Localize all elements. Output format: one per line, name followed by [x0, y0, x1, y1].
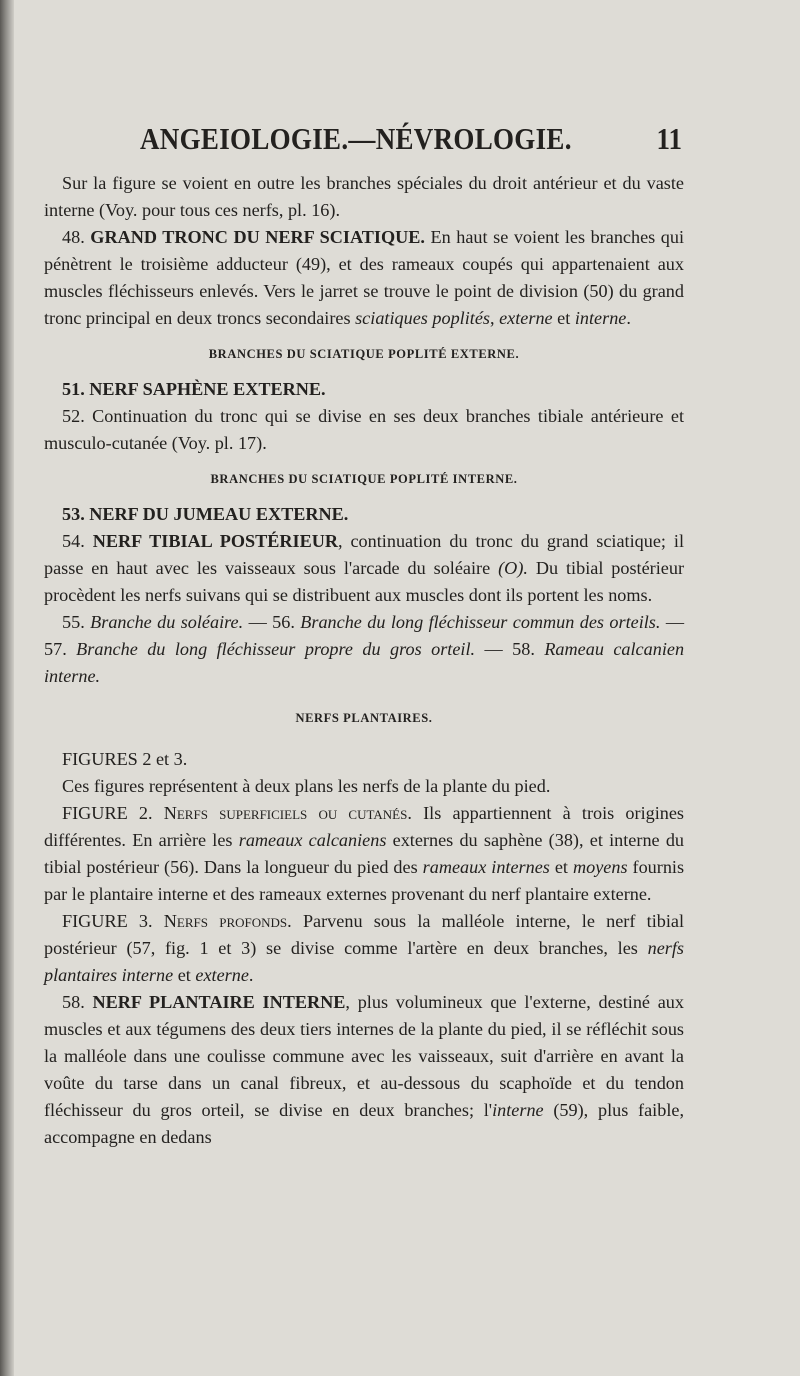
page-header — [44, 118, 684, 170]
item-number: 54. — [62, 531, 85, 551]
conjunction: et — [177, 965, 191, 985]
book-spine-shadow — [0, 0, 14, 1376]
paragraph-text: , continuation du tronc du grand sciatique; il passe en haut avec les vaisseaux sous l'arcade du soléaire — [44, 531, 684, 578]
conjunction: et — [554, 857, 568, 877]
item-number: 58. — [62, 992, 85, 1012]
paragraph-text: Parvenu sous la malléole interne, le nerf tibial postérieur (57, fig. 1 et 3) se divise comme l'artère en deux branches, les — [44, 911, 685, 958]
item-number: — 58. — [484, 639, 535, 659]
item-title: GRAND TRONC DU NERF SCIATIQUE. — [90, 227, 425, 247]
book-page — [44, 118, 684, 1151]
paragraph-58 — [44, 989, 684, 1151]
paragraph-52: 52. Continuation du tronc qui se divise en ses deux branches tibiale antérieure et musculo-cutanée (Voy. pl. 17). — [44, 406, 684, 453]
item-number: 48. — [62, 227, 85, 247]
section-heading-plantar-nerves: NERFS PLANTAIRES. — [295, 711, 433, 725]
paragraph-text: externes du saphène (38), et interne du tibial postérieur (56). Dans la longueur du pied des — [44, 830, 685, 877]
paragraph-figure-3 — [44, 908, 684, 989]
italic-term: Branche du long fléchisseur commun des orteils. — [300, 612, 661, 632]
paragraph-51: 51. NERF SAPHÈNE EXTERNE. — [62, 379, 326, 399]
italic-term: rameaux internes — [422, 857, 550, 877]
conjunction: et — [557, 308, 571, 328]
page-number: 11 — [656, 122, 682, 156]
paragraph-text: En haut se voient les branches qui pénètrent le troisième adducteur (49), et des rameaux coupés qui appartenaient aux muscles fléchisseurs enlevés. Vers le jarret se trouve le point de division (50) du grand tronc principal en deux troncs secondaires — [44, 227, 685, 328]
paragraph-55-58 — [44, 609, 684, 690]
paragraph-53: 53. NERF DU JUMEAU EXTERNE. — [62, 504, 349, 524]
italic-term: Branche du soléaire. — [90, 612, 244, 632]
paragraph-text: , plus volumineux que l'externe, destiné aux muscles et aux tégumens des deux tiers internes de la plante du pied, il se réfléchit sous la malléole dans une coulisse commune avec les vaisseaux, suit d'arrière en avant la voûte du tarse dans un canal fibreux, et au-dessous du scaphoïde et du tendon fléchisseur du gros orteil, se divise en deux branches; l' — [44, 992, 684, 1120]
item-number: — 57. — [44, 612, 685, 659]
figures-heading: FIGURES 2 et 3. — [62, 749, 188, 769]
italic-term: Rameau calcanien interne. — [44, 639, 685, 686]
paragraph-intro — [44, 170, 684, 224]
punctuation: , — [490, 308, 495, 328]
figures-intro: Ces figures représentent à deux plans les nerfs de la plante du pied. — [62, 776, 551, 796]
figure-reference: (O). — [498, 558, 528, 578]
paragraph-48 — [44, 224, 684, 332]
paragraph-text: Du tibial postérieur procèdent les nerfs suivans qui se distribuent aux muscles dont ils portent les noms. — [44, 558, 685, 605]
italic-term: interne — [574, 308, 627, 328]
paragraph-54 — [44, 528, 684, 609]
small-caps-term: Nerfs profonds. — [163, 911, 292, 931]
italic-term: interne — [492, 1100, 544, 1120]
punctuation: . — [248, 965, 254, 985]
item-title: NERF PLANTAIRE INTERNE — [92, 992, 346, 1012]
italic-term: Branche du long fléchisseur propre du gros orteil. — [76, 639, 476, 659]
paragraph-text: (59), plus faible, accompagne en dedans — [44, 1100, 684, 1147]
item-number: — 56. — [248, 612, 295, 632]
figure-label: FIGURE 3. — [62, 911, 153, 931]
paragraph-text: fournis par le plantaire interne et des rameaux externes provenant du nerf plantaire externe. — [44, 857, 685, 904]
figure-label: FIGURE 2. — [62, 803, 153, 823]
running-title: ANGEIOLOGIE.—NÉVROLOGIE. — [140, 122, 572, 156]
italic-term: externe — [195, 965, 249, 985]
paragraph-text: Ils appartiennent à trois origines différentes. En arrière les — [44, 803, 685, 850]
small-caps-term: Nerfs superficiels ou cutanés. — [163, 803, 412, 823]
italic-term: nerfs plantaires interne — [44, 938, 684, 985]
item-number: 55. — [62, 612, 85, 632]
italic-term: moyens — [572, 857, 628, 877]
paragraph-figure-2 — [44, 800, 684, 908]
italic-term: sciatiques poplités — [355, 308, 490, 328]
italic-term: rameaux calcaniens — [238, 830, 387, 850]
italic-term: externe — [499, 308, 553, 328]
paragraph-intro-text: Sur la figure se voient en outre les branches spéciales du droit antérieur et du vaste interne (Voy. pour tous ces nerfs, pl. 16). — [44, 173, 684, 220]
item-title: NERF TIBIAL POSTÉRIEUR — [92, 531, 338, 551]
section-heading-popliteal-external: BRANCHES DU SCIATIQUE POPLITÉ EXTERNE. — [208, 347, 520, 361]
section-heading-popliteal-internal: BRANCHES DU SCIATIQUE POPLITÉ INTERNE. — [210, 472, 518, 486]
punctuation: . — [626, 308, 631, 328]
